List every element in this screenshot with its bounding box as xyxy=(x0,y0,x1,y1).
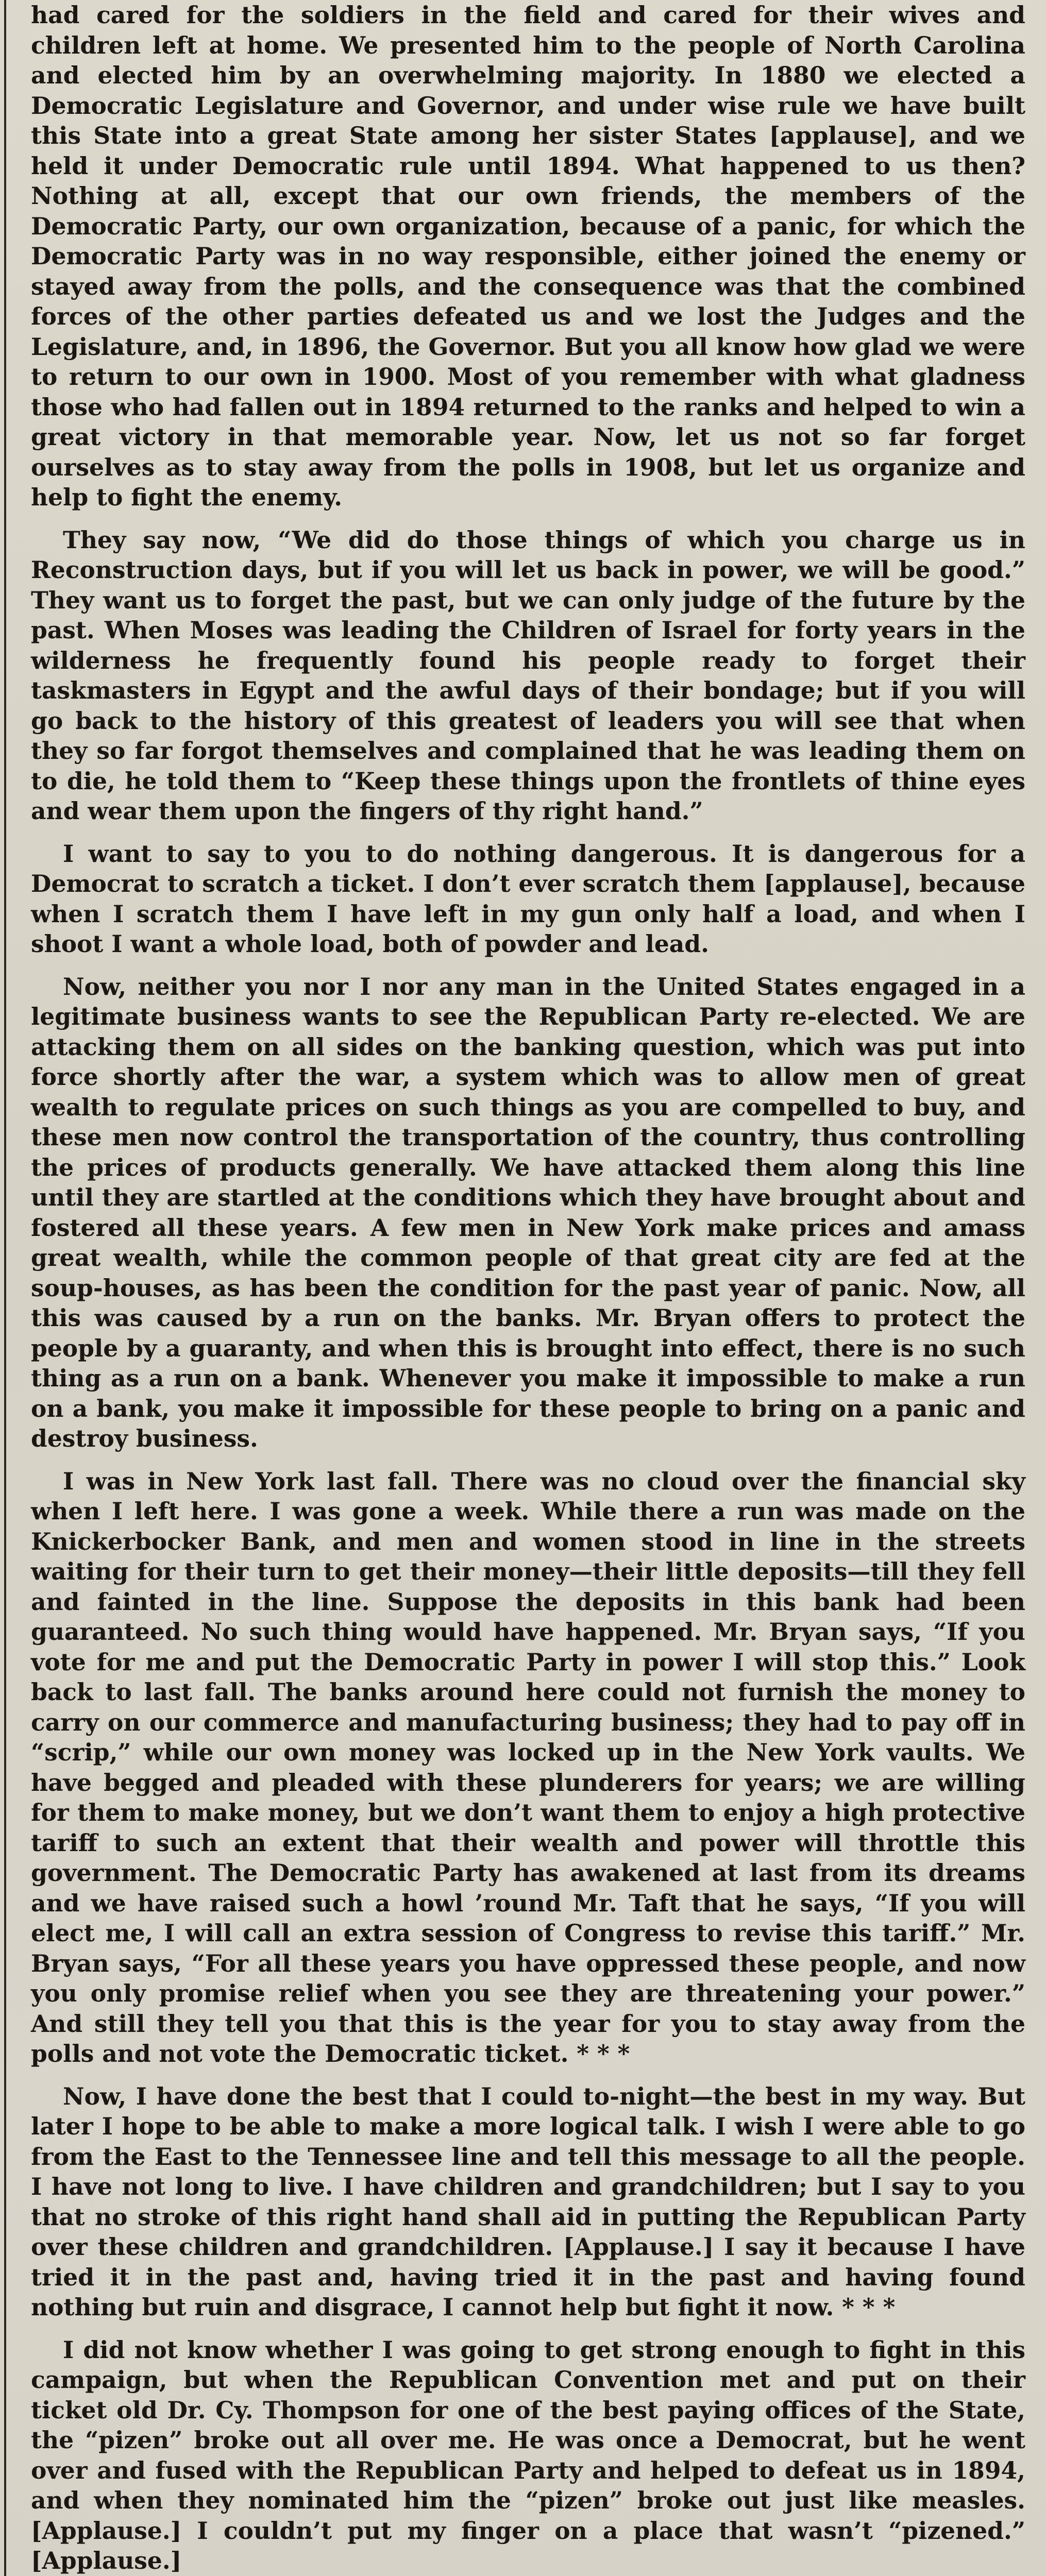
article-paragraph-5: I was in New York last fall. There was no cloud over the financial sky when I left here. I was gone a week. While there a run was made on the Knickerbocker Bank, and men and women stood in line in the streets waiting for their turn to get their money—their little deposits—till they fell and fainted in the line. Suppose the deposits in this bank had been guaranteed. No such thing would have happened. Mr. Bryan says, “If you vote for me and put the Democratic Party in power I will stop this.” Look back to last fall. The banks around here could not furnish the money to carry on our commerce and manufacturing business; they had to pay off in “scrip,” while our own money was locked up in the New York vaults. We have begged and pleaded with these plunderers for years; we are willing for them to make money, but we don’t want them to enjoy a high protective tariff to such an extent that their wealth and power will throttle this government. The Democratic Party has awakened at last from its dreams and we have raised such a howl ’round Mr. Taft that he says, “If you will elect me, I will call an extra session of Congress to revise this tariff.” Mr. Bryan says, “For all these years you have oppressed these people, and now you only promise relief when you see they are threatening your power.” And still they tell you that this is the year for you to stay away from the polls and not vote the Democratic ticket. * * * xyxy=(31,1467,1025,2067)
article-paragraph-1: had cared for the soldiers in the field and cared for their wives and children left at home. We presented him to the people of North Carolina and elected him by an overwhelming majority. In 1880 we elected a Democratic Legislature and Governor, and under wise rule we have built this State into a great State among her sister States [applause], and we held it under Democratic rule until 1894. What happened to us then? Nothing at all, except that our own friends, the members of the Democratic Party, our own organization, because of a panic, for which the Democratic Party was in no way responsible, either joined the enemy or stayed away from the polls, and the consequence was that the combined forces of the other parties defeated us and we lost the Judges and the Legislature, and, in 1896, the Governor. But you all know how glad we were to return to our own in 1900. Most of you remember with what gladness those who had fallen out in 1894 returned to the ranks and helped to win a great victory in that memorable year. Now, let us not so far forget ourselves as to stay away from the polls in 1908, but let us organize and help to fight the enemy. xyxy=(31,1,1025,511)
left-column-rule xyxy=(4,0,6,2576)
article-paragraph-6: Now, I have done the best that I could to-night—the best in my way. But later I hope to be able to make a more logical talk. I wish I were able to go from the East to the Tennessee line and tell this message to all the people. I have not long to live. I have children and grandchildren; but I say to you that no stroke of this right hand shall aid in putting the Republican Party over these children and grandchildren. [Applause.] I say it because I have tried it in the past and, having tried it in the past and having found nothing but ruin and disgrace, I cannot help but fight it now. * * * xyxy=(31,2082,1025,2321)
article-paragraph-3: I want to say to you to do nothing dangerous. It is dangerous for a Democrat to scratch a ticket. I don’t ever scratch them [applause], because when I scratch them I have left in my gun only half a load, and when I shoot I want a whole load, both of powder and lead. xyxy=(31,839,1025,958)
article-paragraph-2: They say now, “We did do those things of which you charge us in Reconstruction days, but if you will let us back in power, we will be good.” They want us to forget the past, but we can only judge of the future by the past. When Moses was leading the Children of Israel for forty years in the wilderness he frequently found his people ready to forget their taskmasters in Egypt and the awful days of their bondage; but if you will go back to the history of this greatest of leaders you will see that when they so far forgot themselves and complained that he was leading them on to die, he told them to “Keep these things upon the frontlets of thine eyes and wear them upon the fingers of thy right hand.” xyxy=(31,526,1025,825)
article-paragraph-4: Now, neither you nor I nor any man in the United States engaged in a legitimate business wants to see the Republican Party re-elected. We are attacking them on all sides on the banking question, which was put into force shortly after the war, a system which was to allow men of great wealth to regulate prices on such things as you are compelled to buy, and these men now control the transportation of the country, thus controlling the prices of products generally. We have attacked them along this line until they are startled at the conditions which they have brought about and fostered all these years. A few men in New York make prices and amass great wealth, while the common people of that great city are fed at the soup-houses, as has been the condition for the past year of panic. Now, all this was caused by a run on the banks. Mr. Bryan offers to protect the people by a guaranty, and when this is brought into effect, there is no such thing as a run on a bank. Whenever you make it impossible to make a run on a bank, you make it impossible for these people to bring on a panic and destroy business. xyxy=(31,972,1025,1452)
article-paragraph-7: I did not know whether I was going to get strong enough to fight in this campaign, but when the Republican Convention met and put on their ticket old Dr. Cy. Thompson for one of the best paying offices of the State, the “pizen” broke out all over me. He was once a Democrat, but he went over and fused with the Republican Party and helped to defeat us in 1894, and when they nominated him the “pizen” broke out just like measles. [Applause.] I couldn’t put my finger on a place that wasn’t “pizened.” [Applause.] xyxy=(31,2335,1025,2574)
speech-article xyxy=(31,0,1025,2576)
